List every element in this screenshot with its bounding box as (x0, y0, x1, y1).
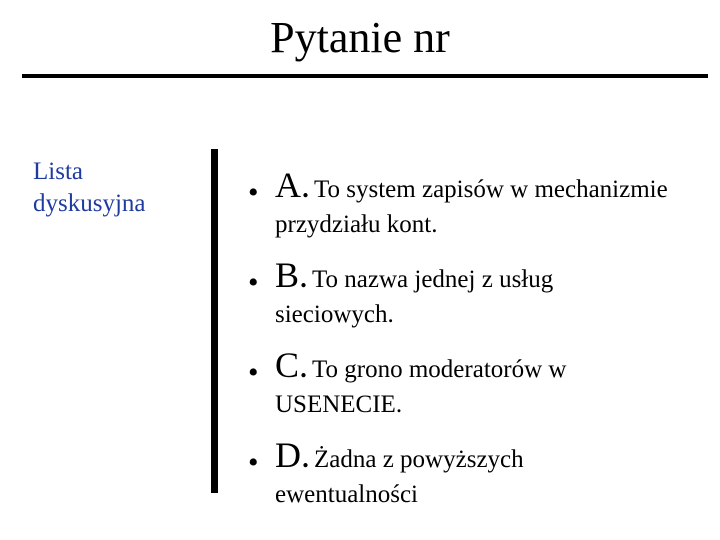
bullet-icon: • (248, 356, 259, 389)
answer-option-d[interactable] (248, 433, 720, 523)
answer-letter: A. (275, 165, 310, 205)
bullet-icon: • (248, 266, 259, 299)
answer-list (248, 163, 720, 523)
answer-text-line1: To system zapisów w mechanizmie (314, 176, 668, 203)
answer-text-line2: USENECIE. (275, 391, 403, 418)
answer-letter: B. (275, 255, 309, 295)
answer-text-line2: przydziału kont. (275, 211, 438, 238)
side-label-line1: Lista (33, 158, 83, 185)
answer-text-line1: To grono moderatorów w (312, 356, 567, 383)
answer-letter: C. (275, 345, 309, 385)
answer-option-b[interactable] (248, 253, 720, 343)
bullet-icon: • (248, 176, 259, 209)
answer-text-line1: To nazwa jednej z usług (312, 266, 554, 293)
answer-text-line1: Żadna z powyższych (314, 446, 524, 473)
answer-letter: D. (275, 435, 310, 475)
answer-option-c[interactable] (248, 343, 720, 433)
answer-text-line2: ewentualności (275, 481, 419, 508)
bullet-icon: • (248, 446, 259, 479)
side-label-line2: dyskusyjna (33, 190, 146, 217)
answer-option-a[interactable] (248, 163, 720, 253)
title-underline (22, 74, 708, 78)
side-label (33, 156, 183, 220)
answer-text-line2: sieciowych. (275, 301, 394, 328)
vertical-divider (211, 149, 218, 493)
slide-title: Pytanie nr (270, 13, 450, 62)
